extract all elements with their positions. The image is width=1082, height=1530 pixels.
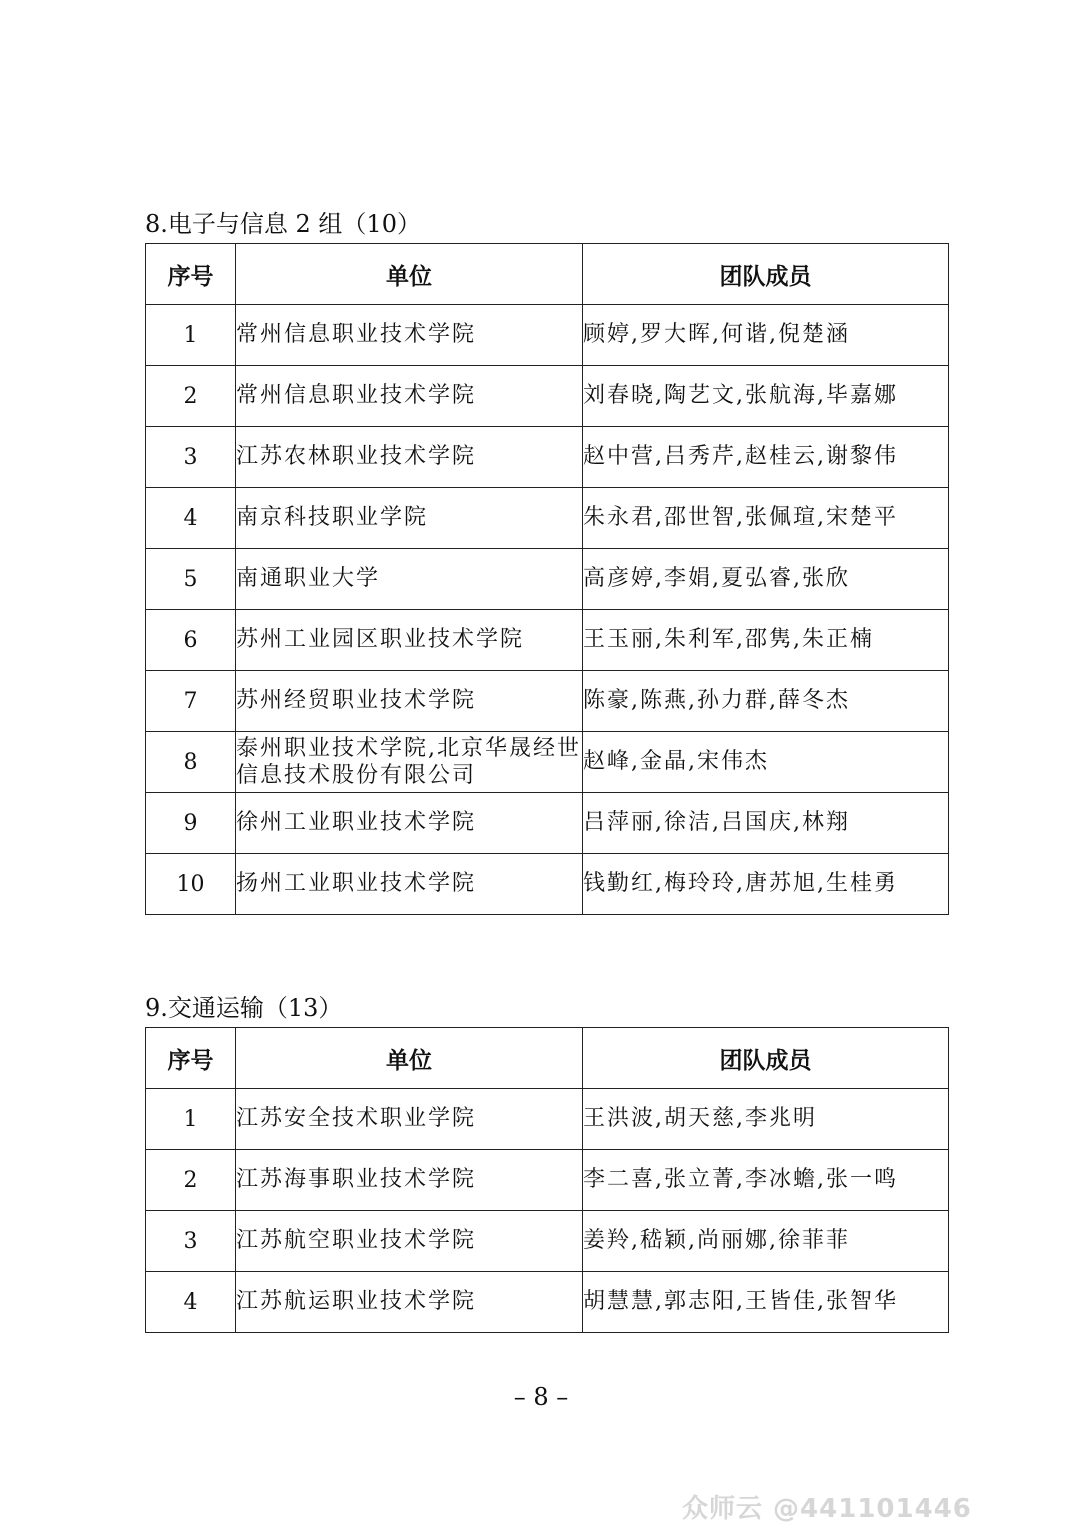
row-unit: 江苏航运职业技术学院 (236, 1272, 583, 1333)
header-no: 序号 (146, 244, 236, 305)
row-unit: 常州信息职业技术学院 (236, 366, 583, 427)
row-unit: 苏州经贸职业技术学院 (236, 671, 583, 732)
row-members: 胡慧慧,郭志阳,王皆佳,张智华 (583, 1272, 949, 1333)
header-unit: 单位 (236, 244, 583, 305)
row-members: 王玉丽,朱利军,邵隽,朱正楠 (583, 610, 949, 671)
table-row (146, 488, 949, 549)
table-row (146, 427, 949, 488)
table-row (146, 305, 949, 366)
row-number: 2 (146, 366, 236, 427)
row-members: 刘春晓,陶艺文,张航海,毕嘉娜 (583, 366, 949, 427)
row-unit: 江苏海事职业技术学院 (236, 1150, 583, 1211)
row-members: 钱勤红,梅玲玲,唐苏旭,生桂勇 (583, 854, 949, 915)
table-row (146, 610, 949, 671)
section-8-title: 8.电子与信息 2 组（10） (145, 210, 421, 238)
table-row (146, 549, 949, 610)
row-number: 2 (146, 1150, 236, 1211)
header-no: 序号 (146, 1028, 236, 1089)
row-unit: 江苏农林职业技术学院 (236, 427, 583, 488)
row-members: 姜羚,嵇颖,尚丽娜,徐菲菲 (583, 1211, 949, 1272)
row-number: 7 (146, 671, 236, 732)
row-number: 5 (146, 549, 236, 610)
row-unit: 苏州工业园区职业技术学院 (236, 610, 583, 671)
row-unit: 泰州职业技术学院,北京华晟经世信息技术股份有限公司 (236, 732, 583, 793)
section-9-title: 9.交通运输（13） (145, 994, 343, 1022)
row-number: 9 (146, 793, 236, 854)
row-unit: 南通职业大学 (236, 549, 583, 610)
section-9-table (145, 1027, 949, 1333)
row-members: 李二喜,张立菁,李冰蟾,张一鸣 (583, 1150, 949, 1211)
row-number: 1 (146, 1089, 236, 1150)
watermark: 众师云 @441101446 (682, 1494, 972, 1524)
row-number: 8 (146, 732, 236, 793)
row-unit: 扬州工业职业技术学院 (236, 854, 583, 915)
header-unit: 单位 (236, 1028, 583, 1089)
row-members: 顾婷,罗大晖,何谐,倪楚涵 (583, 305, 949, 366)
table-header-row (146, 1028, 949, 1089)
table-row (146, 671, 949, 732)
row-number: 4 (146, 1272, 236, 1333)
row-members: 朱永君,邵世智,张佩瑄,宋楚平 (583, 488, 949, 549)
row-unit: 江苏安全技术职业学院 (236, 1089, 583, 1150)
row-unit: 江苏航空职业技术学院 (236, 1211, 583, 1272)
table-row (146, 854, 949, 915)
row-number: 10 (146, 854, 236, 915)
row-unit: 常州信息职业技术学院 (236, 305, 583, 366)
row-members: 王洪波,胡天慈,李兆明 (583, 1089, 949, 1150)
table-row (146, 732, 949, 793)
row-members: 赵峰,金晶,宋伟杰 (583, 732, 949, 793)
table-row (146, 1089, 949, 1150)
row-unit: 徐州工业职业技术学院 (236, 793, 583, 854)
row-members: 吕萍丽,徐洁,吕国庆,林翔 (583, 793, 949, 854)
row-unit: 南京科技职业学院 (236, 488, 583, 549)
table-header-row (146, 244, 949, 305)
row-number: 3 (146, 427, 236, 488)
table-row (146, 1150, 949, 1211)
row-number: 4 (146, 488, 236, 549)
section-8-table (145, 243, 949, 915)
table-row (146, 1211, 949, 1272)
table-row (146, 366, 949, 427)
row-number: 1 (146, 305, 236, 366)
header-members: 团队成员 (583, 244, 949, 305)
row-members: 陈豪,陈燕,孙力群,薛冬杰 (583, 671, 949, 732)
page-number: – 8 – (513, 1383, 569, 1411)
table-row (146, 1272, 949, 1333)
table-row (146, 793, 949, 854)
header-members: 团队成员 (583, 1028, 949, 1089)
row-members: 赵中营,吕秀芹,赵桂云,谢黎伟 (583, 427, 949, 488)
row-members: 高彦婷,李娟,夏弘睿,张欣 (583, 549, 949, 610)
row-number: 6 (146, 610, 236, 671)
row-number: 3 (146, 1211, 236, 1272)
